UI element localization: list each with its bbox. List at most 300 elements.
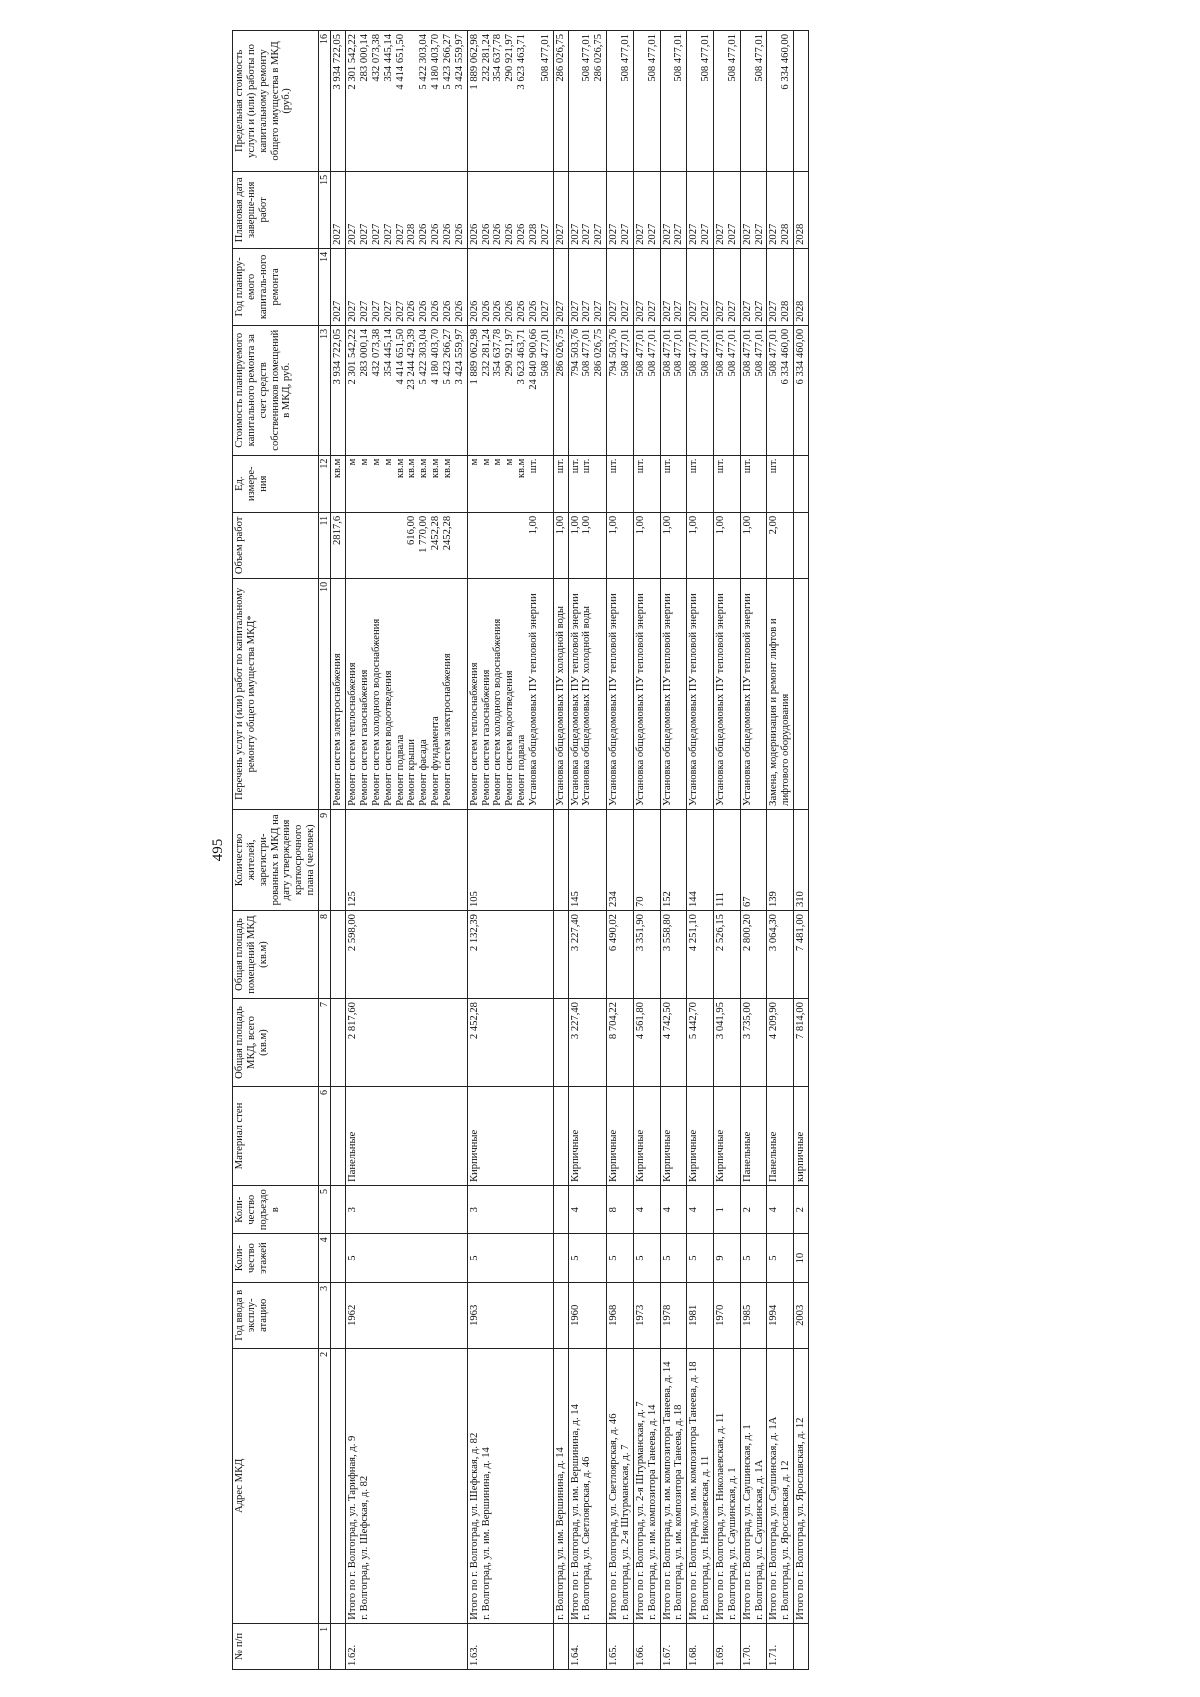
entrances-cell: 2 [740, 1186, 767, 1234]
works-cell-line: Ремонт систем теплоснабжения [347, 662, 359, 806]
year-cell: 1963 [467, 1282, 553, 1348]
max-cost-cell-line: 3 934 722,05 [332, 34, 344, 90]
table-body [331, 31, 809, 1670]
volume-cell-line: 1,00 [554, 515, 566, 535]
end-date-cell-line: 2027 [634, 223, 646, 245]
end-date-cell [767, 171, 794, 248]
column-header: Общая площадь МКД, всего (кв.м) [233, 999, 319, 1087]
entrances-cell [553, 1186, 568, 1234]
max-cost-cell-line: 6 334 460,00 [780, 34, 792, 90]
max-cost-cell-line [688, 34, 700, 168]
cost-cell-line: 4 414 651,50 [394, 328, 406, 385]
max-cost-cell-line: 432 073,38 [370, 34, 382, 82]
floors-cell: 5 [467, 1234, 553, 1282]
volume-cell-line [395, 516, 407, 575]
table-row [346, 31, 468, 1670]
repair-year-cell-line: 2027 [554, 300, 566, 322]
volume-cell-line [516, 516, 528, 575]
repair-year-cell-line: 2026 [504, 300, 516, 322]
repair-year-cell-line: 2027 [634, 300, 646, 322]
column-number: 6 [319, 1087, 331, 1186]
repair-year-cell [740, 248, 767, 325]
unit-cell-line: кв.м [430, 458, 442, 479]
unit-cell [633, 455, 660, 512]
column-header: Адрес МКД [233, 1348, 319, 1623]
total-area-cell: 3 041,95 [713, 999, 740, 1087]
volume-cell-line: 1,00 [741, 515, 753, 535]
max-cost-cell [346, 31, 468, 172]
max-cost-cell-line [635, 34, 647, 168]
premises-area-cell: 3 351,90 [633, 911, 660, 999]
volume-cell-line: 1,00 [661, 515, 673, 535]
repair-year-cell [767, 248, 794, 325]
volume-cell [660, 512, 687, 578]
repair-year-cell-line: 2027 [569, 300, 581, 322]
repair-year-cell [687, 248, 714, 325]
floors-cell: 9 [713, 1234, 740, 1282]
max-cost-cell [633, 31, 660, 172]
residents-cell: 111 [713, 809, 740, 910]
wall-material-cell: Кирпичные [607, 1087, 634, 1186]
wall-material-cell: Панельные [767, 1087, 794, 1186]
end-date-cell-line: 2027 [382, 223, 394, 245]
address-cell-line: Итого по г. Волгоград, ул. 2-я Штурманская, д. 7 [634, 1401, 646, 1620]
year-cell: 2003 [794, 1282, 809, 1348]
total-area-cell: 3 735,00 [740, 999, 767, 1087]
works-cell-line: Ремонт подвала [394, 734, 406, 806]
unit-cell-line: шт. [768, 458, 780, 474]
residents-cell: 67 [740, 809, 767, 910]
wall-material-cell: Кирпичные [713, 1087, 740, 1186]
max-cost-cell-line: 286 026,75 [593, 34, 605, 82]
end-date-cell [553, 171, 568, 248]
works-cell-line: Установка общедомовых ПУ холодной воды [554, 605, 566, 806]
unit-cell [713, 455, 740, 512]
column-header: Коли-чество этажей [233, 1234, 319, 1282]
repair-year-cell-line: 2026 [430, 300, 442, 322]
works-cell [553, 578, 568, 809]
unit-cell [660, 455, 687, 512]
volume-cell [713, 512, 740, 578]
cost-cell [568, 325, 607, 455]
unit-cell-line: кв.м [394, 458, 406, 479]
works-cell-line: Ремонт систем водоотведения [504, 670, 516, 806]
end-date-cell-line: 2027 [358, 223, 370, 245]
end-date-cell-line: 2026 [430, 223, 442, 245]
repair-year-cell-line: 2027 [619, 300, 631, 322]
cost-cell-line: 508 477,01 [726, 328, 738, 377]
works-cell-line: Установка общедомовых ПУ тепловой энергии [634, 593, 646, 806]
row-number: 1.70. [740, 1623, 767, 1669]
max-cost-cell-line: 508 477,01 [619, 34, 631, 82]
cost-cell-line: 23 244 429,39 [406, 328, 418, 390]
cost-cell [553, 325, 568, 455]
cost-cell-line: 286 026,75 [554, 328, 566, 377]
address-cell [767, 1348, 794, 1623]
max-cost-cell-line: 3 424 559,97 [453, 34, 465, 90]
cost-cell-line: 508 477,01 [714, 328, 726, 377]
repair-year-cell-line: 2026 [468, 300, 480, 322]
address-cell-line: г. Волгоград, ул. Саушинская, д. 1 [726, 1467, 738, 1620]
repair-year-cell [568, 248, 607, 325]
repair-year-cell-line: 2026 [492, 300, 504, 322]
cost-cell [467, 325, 553, 455]
repair-year-cell-line: 2027 [581, 300, 593, 322]
year-cell: 1973 [633, 1282, 660, 1348]
address-cell-line: г. Волгоград, ул. 2-я Штурманская, д. 7 [619, 1444, 631, 1620]
cost-cell [687, 325, 714, 455]
cost-cell-line: 283 000,14 [358, 328, 370, 377]
unit-cell-line: м [492, 458, 504, 466]
row-number: 1.67. [660, 1623, 687, 1669]
unit-cell-line: м [382, 458, 394, 466]
floors-cell: 5 [687, 1234, 714, 1282]
column-header: Перечень услуг и (или) работ по капитальному ремонту общего имущества МКД* [233, 578, 319, 809]
wall-material-cell: Панельные [346, 1087, 468, 1186]
table-row [633, 31, 660, 1670]
repair-year-cell-line: 2026 [480, 300, 492, 322]
total-area-cell [553, 999, 568, 1087]
cost-cell-line: 508 477,01 [661, 328, 673, 377]
address-cell-line: Итого по г. Волгоград, ул. Ярославская, д. 12 [795, 1417, 807, 1620]
unit-cell-line: кв.м [332, 458, 344, 479]
unit-cell-line: кв.м [516, 458, 528, 479]
row-number: 1.66. [633, 1623, 660, 1669]
entrances-cell: 4 [687, 1186, 714, 1234]
max-cost-cell-line: 290 921,97 [504, 34, 516, 82]
end-date-cell-line: 2027 [394, 223, 406, 245]
premises-area-cell: 2 598,00 [346, 911, 468, 999]
end-date-cell [467, 171, 553, 248]
end-date-cell-line: 2027 [726, 223, 738, 245]
year-cell: 1968 [607, 1282, 634, 1348]
cost-cell-line: 508 477,01 [646, 328, 658, 377]
column-header: Коли-чество подъездо в [233, 1186, 319, 1234]
max-cost-cell-line: 508 477,01 [581, 34, 593, 82]
works-cell [687, 578, 714, 809]
max-cost-cell [794, 31, 809, 172]
unit-cell [687, 455, 714, 512]
works-cell-line: Установка общедомовых ПУ тепловой энергии [714, 593, 726, 806]
end-date-cell [660, 171, 687, 248]
unit-cell-line: м [358, 458, 370, 466]
cost-cell-line: 354 445,14 [382, 328, 394, 377]
end-date-cell [740, 171, 767, 248]
total-area-cell: 5 442,70 [687, 999, 714, 1087]
row-number: 1.62. [346, 1623, 468, 1669]
max-cost-cell-line [528, 34, 540, 168]
repair-year-cell [607, 248, 634, 325]
floors-cell: 5 [767, 1234, 794, 1282]
repair-year-cell [660, 248, 687, 325]
residents-cell [553, 809, 568, 910]
works-cell-line: Ремонт систем теплоснабжения [468, 662, 480, 806]
repair-year-cell-line: 2027 [394, 300, 406, 322]
year-cell [331, 1282, 346, 1348]
volume-cell-line: 1,00 [569, 515, 581, 535]
cost-cell [740, 325, 767, 455]
volume-cell [687, 512, 714, 578]
cost-cell [633, 325, 660, 455]
works-cell-line: Ремонт крыши [406, 739, 418, 806]
floors-cell [331, 1234, 346, 1282]
volume-cell-line [481, 516, 493, 575]
row-number [331, 1623, 346, 1669]
cost-cell [346, 325, 468, 455]
cost-cell-line: 508 477,01 [673, 328, 685, 377]
volume-cell-line: 1 770,00 [418, 515, 430, 553]
residents-cell: 105 [467, 809, 553, 910]
volume-cell-line: 1,00 [634, 515, 646, 535]
max-cost-cell [687, 31, 714, 172]
wall-material-cell: Кирпичные [660, 1087, 687, 1186]
repair-year-cell-line: 2027 [539, 300, 551, 322]
premises-area-cell: 3 558,80 [660, 911, 687, 999]
end-date-cell-line: 2027 [581, 223, 593, 245]
volume-cell [633, 512, 660, 578]
year-cell: 1978 [660, 1282, 687, 1348]
volume-cell [794, 512, 809, 578]
works-cell [568, 578, 607, 809]
address-cell-line: Итого по г. Волгоград, ул. Николаевская, д. 11 [714, 1412, 726, 1620]
row-number: 1.68. [687, 1623, 714, 1669]
row-number: 1.65. [607, 1623, 634, 1669]
address-cell [740, 1348, 767, 1623]
max-cost-cell [713, 31, 740, 172]
repair-year-cell [794, 248, 809, 325]
end-date-cell-line: 2027 [332, 223, 344, 245]
volume-cell-line: 2,00 [768, 515, 780, 535]
works-cell-line: Установка общедомовых ПУ тепловой энергии [661, 593, 673, 806]
works-cell-line: Ремонт систем холодного водоснабжения [370, 618, 382, 806]
address-cell [687, 1348, 714, 1623]
year-cell: 1970 [713, 1282, 740, 1348]
total-area-cell: 8 704,22 [607, 999, 634, 1087]
year-cell: 1962 [346, 1282, 468, 1348]
address-cell [568, 1348, 607, 1623]
cost-cell-line: 3 424 559,97 [453, 328, 465, 385]
column-number: 12 [319, 455, 331, 512]
max-cost-cell-line [715, 34, 727, 168]
end-date-cell-line: 2026 [492, 223, 504, 245]
address-cell-line: Итого по г. Волгоград, ул. Шефская, д. 82 [468, 1432, 480, 1620]
entrances-cell: 4 [767, 1186, 794, 1234]
total-area-cell: 7 814,00 [794, 999, 809, 1087]
column-number: 8 [319, 911, 331, 999]
total-area-cell: 4 209,90 [767, 999, 794, 1087]
max-cost-cell-line: 5 423 266,27 [441, 34, 453, 90]
residents-cell: 145 [568, 809, 607, 910]
end-date-cell-line: 2028 [527, 223, 539, 245]
end-date-cell [346, 171, 468, 248]
column-number: 2 [319, 1348, 331, 1623]
works-cell-line: Ремонт систем газоснабжения [358, 669, 370, 806]
address-cell [660, 1348, 687, 1623]
premises-area-cell: 3 227,40 [568, 911, 607, 999]
column-number: 9 [319, 809, 331, 910]
cost-cell [660, 325, 687, 455]
works-cell-line: Ремонт фасада [418, 739, 430, 806]
repair-year-cell-line: 2027 [370, 300, 382, 322]
repair-year-cell-line: 2026 [418, 300, 430, 322]
column-number: 4 [319, 1234, 331, 1282]
max-cost-cell [331, 31, 346, 172]
unit-cell-line: шт. [714, 458, 726, 474]
unit-cell [346, 455, 468, 512]
floors-cell: 5 [740, 1234, 767, 1282]
address-cell [467, 1348, 553, 1623]
end-date-cell-line: 2027 [753, 223, 765, 245]
end-date-cell-line: 2027 [741, 223, 753, 245]
address-cell [346, 1348, 468, 1623]
max-cost-cell-line [570, 34, 582, 168]
column-number: 16 [319, 31, 331, 172]
address-cell-line: г. Волгоград, ул. им. композитора Танеева, д. 18 [673, 1404, 685, 1620]
unit-cell [331, 455, 346, 512]
cost-cell [607, 325, 634, 455]
cost-cell-line: 794 503,76 [569, 328, 581, 377]
cost-cell-line: 508 477,01 [539, 328, 551, 377]
unit-cell [607, 455, 634, 512]
end-date-cell [687, 171, 714, 248]
volume-cell-line [347, 516, 359, 575]
volume-cell-line [371, 516, 383, 575]
entrances-cell [331, 1186, 346, 1234]
cost-cell-line: 794 503,76 [608, 328, 620, 377]
repair-year-cell [331, 248, 346, 325]
wall-material-cell: Панельные [740, 1087, 767, 1186]
row-number [553, 1623, 568, 1669]
works-cell [767, 578, 794, 809]
cost-cell-line: 354 637,78 [492, 328, 504, 377]
unit-cell-line: шт. [741, 458, 753, 474]
table-row [740, 31, 767, 1670]
unit-cell-line: шт. [554, 458, 566, 474]
column-number: 14 [319, 248, 331, 325]
max-cost-cell-line: 508 477,01 [700, 34, 712, 82]
volume-cell-line [359, 516, 371, 575]
unit-cell-line: шт. [608, 458, 620, 474]
cost-cell-line: 508 477,01 [688, 328, 700, 377]
volume-cell-line [504, 516, 516, 575]
address-cell [794, 1348, 809, 1623]
works-cell-line: Установка общедомовых ПУ тепловой энергии [741, 593, 753, 806]
volume-cell-line [469, 516, 481, 575]
header-row [233, 31, 319, 1670]
max-cost-cell-line [768, 34, 780, 168]
wall-material-cell: Кирпичные [467, 1087, 553, 1186]
max-cost-cell-line: 283 000,14 [358, 34, 370, 82]
max-cost-cell [467, 31, 553, 172]
works-cell-line: Установка общедомовых ПУ тепловой энергии [608, 593, 620, 806]
max-cost-cell-line [742, 34, 754, 168]
unit-cell [767, 455, 794, 512]
cost-cell-line: 432 073,38 [370, 328, 382, 377]
cost-cell-line: 5 423 266,27 [441, 328, 453, 385]
max-cost-cell-line: 2 301 542,22 [347, 34, 359, 90]
cost-cell-line: 24 840 900,66 [527, 328, 539, 390]
entrances-cell: 3 [467, 1186, 553, 1234]
cost-cell-line: 3 623 463,71 [516, 328, 528, 385]
unit-cell [467, 455, 553, 512]
entrances-cell: 4 [660, 1186, 687, 1234]
repair-year-cell-line: 2027 [700, 300, 712, 322]
end-date-cell-line: 2027 [619, 223, 631, 245]
volume-cell-line: 1,00 [608, 515, 620, 535]
unit-cell-line: м [370, 458, 382, 466]
works-cell-line: Установка общедомовых ПУ тепловой энергии [688, 593, 700, 806]
repair-year-cell-line: 2026 [516, 300, 528, 322]
column-header: Предельная стоимость услуги и (или) работы по капитальному ремонту общего имущества в МКД (руб.) [233, 31, 319, 172]
end-date-cell-line: 2027 [661, 223, 673, 245]
entrances-cell: 1 [713, 1186, 740, 1234]
max-cost-cell [553, 31, 568, 172]
cost-cell-line: 6 334 460,00 [780, 328, 792, 385]
table-row [713, 31, 740, 1670]
cost-cell-line: 508 477,01 [700, 328, 712, 377]
cost-cell [767, 325, 794, 455]
total-area-cell: 3 227,40 [568, 999, 607, 1087]
volume-cell [607, 512, 634, 578]
address-cell-line: Итого по г. Волгоград, ул. Саушинская, д. 1А [768, 1416, 780, 1620]
works-cell-line: Ремонт систем газоснабжения [480, 669, 492, 806]
address-cell [331, 1348, 346, 1623]
unit-cell-line: м [480, 458, 492, 466]
end-date-cell [607, 171, 634, 248]
works-cell [660, 578, 687, 809]
total-area-cell: 4 561,80 [633, 999, 660, 1087]
table-row [467, 31, 553, 1670]
max-cost-cell-line [406, 34, 418, 168]
unit-cell-line: кв.м [406, 458, 418, 479]
residents-cell: 139 [767, 809, 794, 910]
cost-cell-line: 4 180 403,70 [430, 328, 442, 385]
end-date-cell-line: 2027 [370, 223, 382, 245]
column-number: 10 [319, 578, 331, 809]
capital-repair-table [232, 30, 809, 1670]
address-cell-line: Итого по г. Волгоград, ул. им. композитора Танеева, д. 18 [688, 1361, 700, 1620]
page-number: 495 [210, 838, 226, 862]
repair-year-cell-line: 2027 [673, 300, 685, 322]
unit-cell-line: шт. [688, 458, 700, 474]
end-date-cell-line: 2026 [468, 223, 480, 245]
column-number: 3 [319, 1282, 331, 1348]
end-date-cell-line: 2026 [441, 223, 453, 245]
table-row [767, 31, 794, 1670]
repair-year-cell-line: 2027 [382, 300, 394, 322]
address-cell [713, 1348, 740, 1623]
address-cell-line: г. Волгоград, ул. Шефская, д. 82 [358, 1475, 370, 1620]
entrances-cell: 4 [568, 1186, 607, 1234]
repair-year-cell-line: 2027 [753, 300, 765, 322]
volume-cell-line: 616,00 [406, 515, 418, 545]
column-header: Объем работ [233, 512, 319, 578]
end-date-cell-line: 2027 [569, 223, 581, 245]
floors-cell: 5 [568, 1234, 607, 1282]
year-cell [553, 1282, 568, 1348]
works-cell-line: Ремонт систем водоотведения [382, 670, 394, 806]
works-cell-line: Установка общедомовых ПУ холодной воды [581, 605, 593, 806]
volume-cell [331, 512, 346, 578]
repair-year-cell-line: 2027 [358, 300, 370, 322]
repair-year-cell-line: 2027 [332, 300, 344, 322]
address-cell-line: г. Волгоград, ул. им. композитора Танеева, д. 14 [646, 1404, 658, 1620]
works-cell-line: Ремонт систем электроснабжения [441, 653, 453, 806]
works-cell [346, 578, 468, 809]
repair-year-cell-line: 2026 [453, 300, 465, 322]
table-row [607, 31, 634, 1670]
max-cost-cell-line: 354 637,78 [492, 34, 504, 82]
